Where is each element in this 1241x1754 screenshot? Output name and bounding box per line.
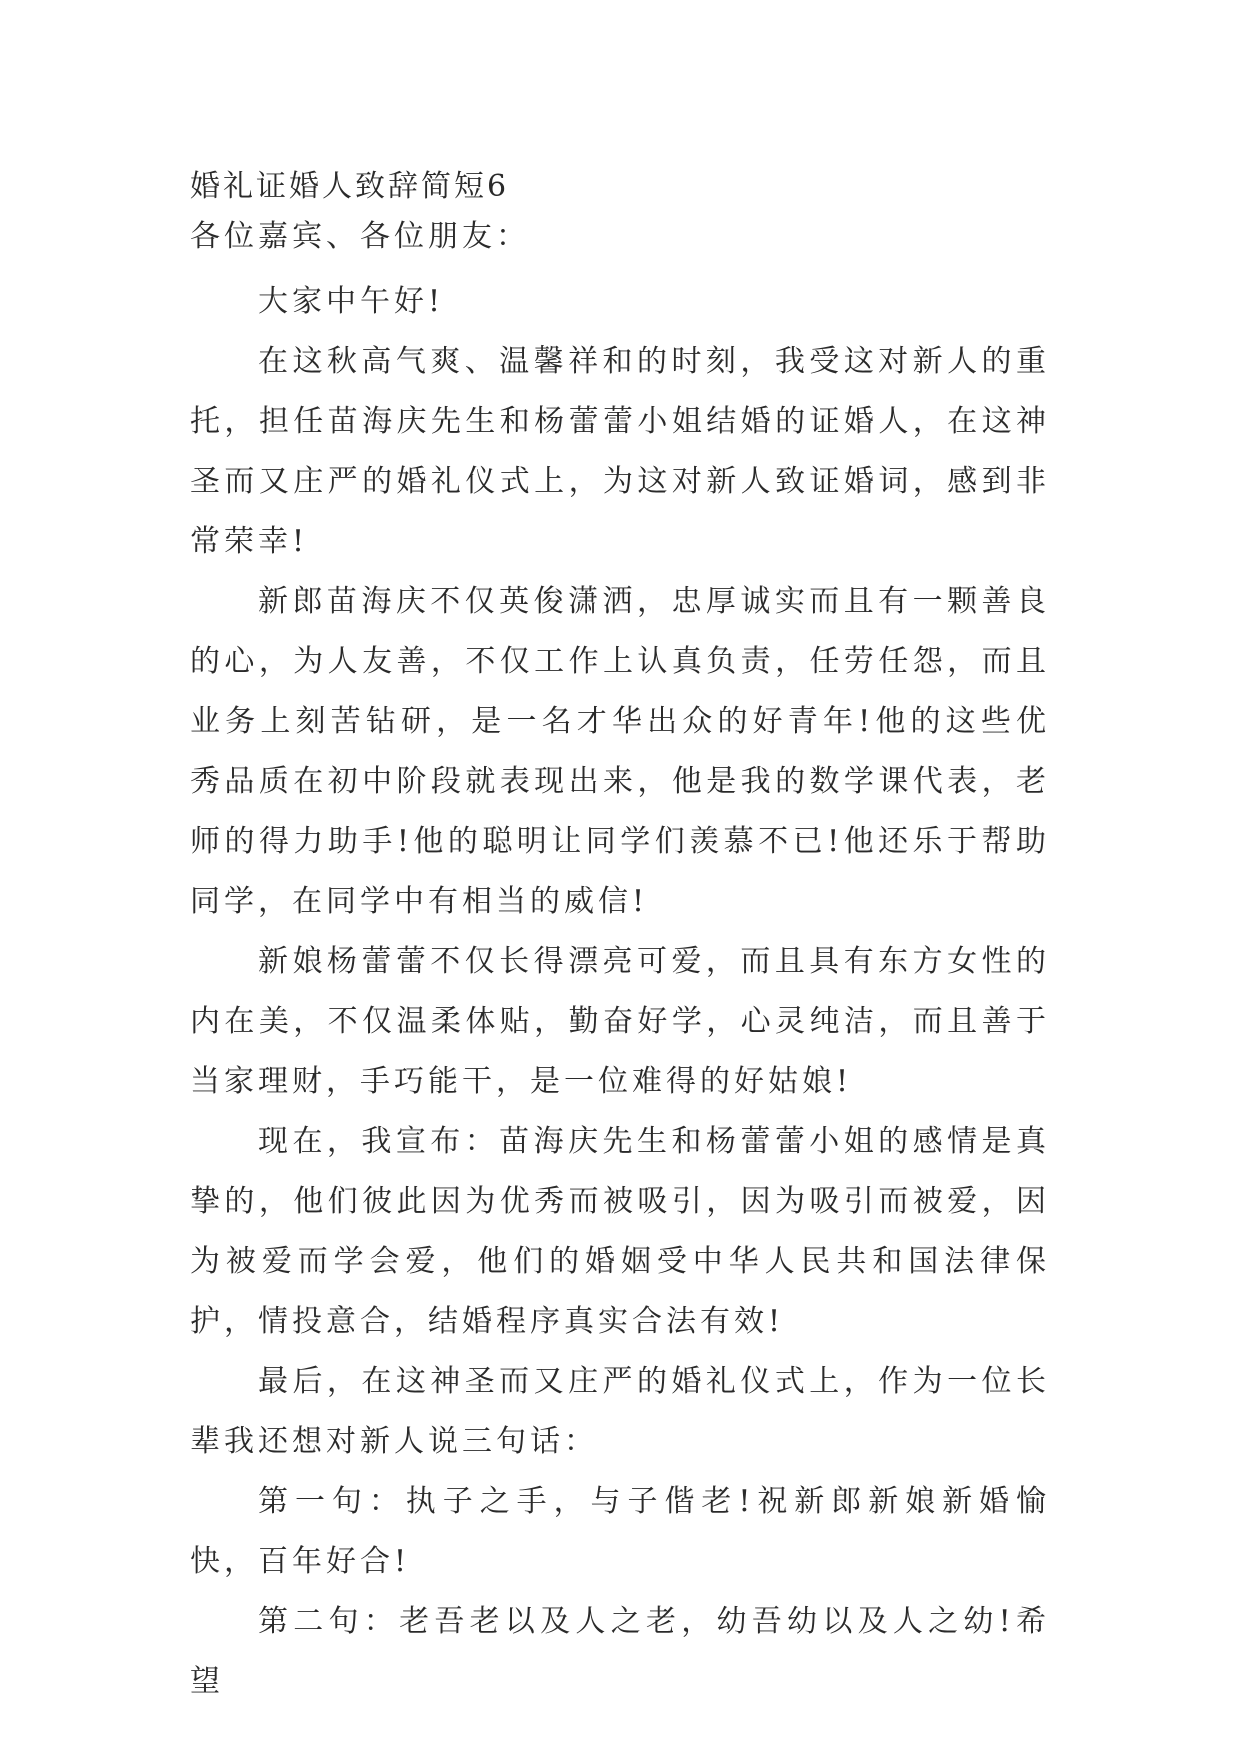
document-body: [190, 162, 1050, 1712]
paragraph-bride: 新娘杨蕾蕾不仅长得漂亮可爱，而且具有东方女性的内在美，不仅温柔体贴，勤奋好学，心灵纯洁，而且善于当家理财，手巧能干，是一位难得的好姑娘!: [190, 944, 1050, 1099]
salutation: 各位嘉宾、各位朋友：: [190, 219, 530, 254]
paragraph-first-wish: 第一句：执子之手，与子偕老!祝新郎新娘新婚愉快，百年好合!: [190, 1484, 1050, 1579]
paragraph-second-wish: 第二句：老吾老以及人之老，幼吾幼以及人之幼!希望: [190, 1604, 1050, 1699]
document-title: 婚礼证婚人致辞简短6: [190, 169, 510, 204]
paragraph-greeting: 大家中午好!: [258, 284, 445, 319]
paragraph-declaration: 现在，我宣布：苗海庆先生和杨蕾蕾小姐的感情是真挚的，他们彼此因为优秀而被吸引，因为吸引而被爱，因为被爱而学会爱，他们的婚姻受中华人民共和国法律保护，情投意合，结婚程序真实合法有效!: [190, 1124, 1050, 1339]
paragraph-groom: 新郎苗海庆不仅英俊潇洒，忠厚诚实而且有一颗善良的心，为人友善，不仅工作上认真负责，任劳任怨，而且业务上刻苦钻研，是一名才华出众的好青年!他的这些优秀品质在初中阶段就表现出来，他是我的数学课代表，老师的得力助手!他的聪明让同学们羡慕不已!他还乐于帮助同学，在同学中有相当的威信!: [190, 584, 1050, 919]
paragraph-closing: 最后，在这神圣而又庄严的婚礼仪式上，作为一位长辈我还想对新人说三句话：: [190, 1364, 1050, 1459]
paragraph-introduction: 在这秋高气爽、温馨祥和的时刻，我受这对新人的重托，担任苗海庆先生和杨蕾蕾小姐结婚的证婚人，在这神圣而又庄严的婚礼仪式上，为这对新人致证婚词，感到非常荣幸!: [190, 344, 1050, 559]
